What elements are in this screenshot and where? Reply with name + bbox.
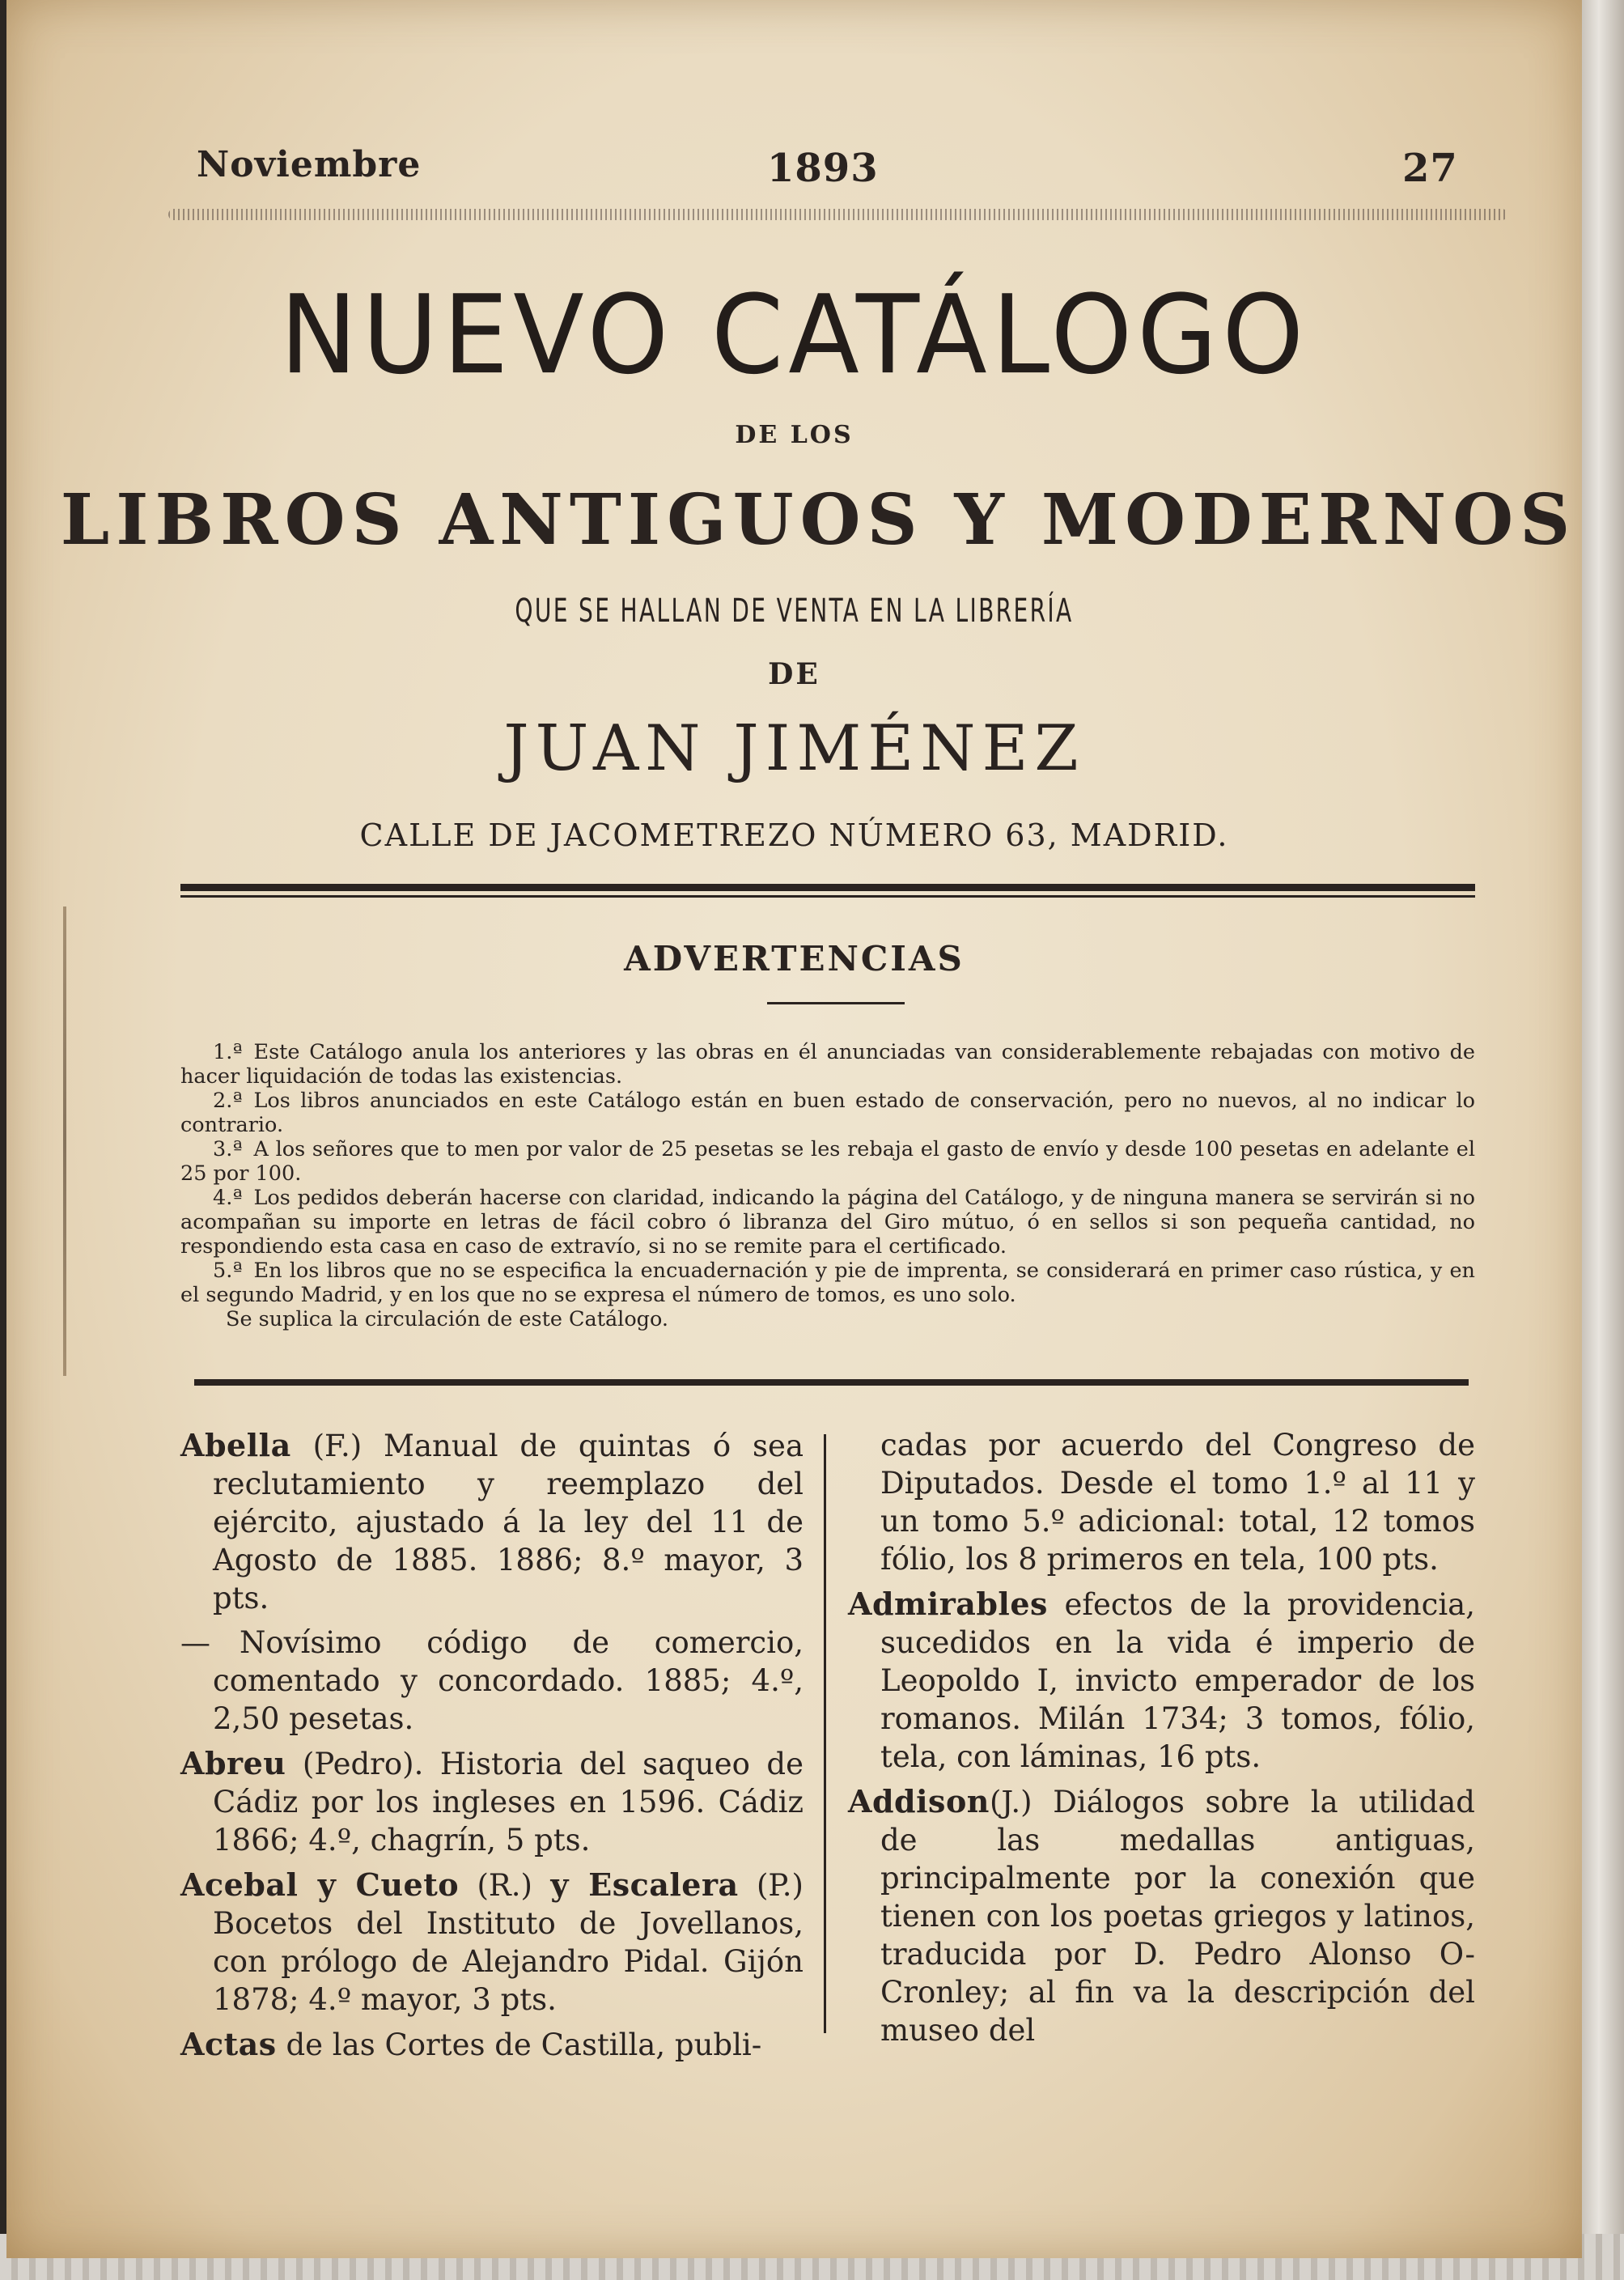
entry-text: (F.) Manual de quintas ó sea reclutamiento y reemplazo del ejército, ajustado á la ley del 11 de Agosto de 1885. 1886; 8.º mayor, 3 pts.: [213, 1429, 804, 1616]
title-libros: LIBROS ANTIGUOS Y MODERNOS: [60, 479, 1577, 561]
entry-text: Novísimo código de comercio, comentado y concordado. 1885; 4.º, 2,50 pesetas.: [213, 1625, 804, 1736]
catalog-column-right: [848, 1426, 1475, 2056]
entry-text: (R.): [459, 1868, 551, 1903]
catalog-entry-continued: cadas por acuerdo del Congreso de Diputados. Desde el tomo 1.º al 11 y un tomo 5.º adicional: total, 12 tomos fólio, los 8 primeros en tela, 100 pts.: [880, 1428, 1475, 1577]
entry-text: de las Cortes de Castilla, publi-: [276, 2027, 762, 2062]
catalog-entry: [180, 1426, 804, 1617]
advertencias-notes: [180, 1040, 1475, 1331]
catalog-rule: [194, 1379, 1469, 1386]
entry-author: Abreu: [180, 1745, 286, 1781]
note-item: [180, 1137, 1475, 1186]
note-item: [180, 1259, 1475, 1307]
title-de: DE: [768, 657, 820, 691]
note-item: [180, 1089, 1475, 1137]
entry-author: Acebal y Cueto: [180, 1866, 460, 1903]
entry-text: efectos de la providencia, sucedidos en la vida é imperio de Leopoldo I, invicto emperador de los romanos. Milán 1734; 3 tomos, fólio, tela, con láminas, 16 pts.: [880, 1587, 1475, 1774]
catalog-entry: [848, 1585, 1475, 1776]
catalog-page: [6, 0, 1582, 2258]
catalog-entry: [180, 1744, 804, 1859]
entry-dash: —: [180, 1625, 210, 1660]
column-divider: [824, 1434, 826, 2033]
note-text: Este Catálogo anula los anteriores y las obras en él anunciadas van considerablemente rebajadas con motivo de hacer liquidación de todas las existencias.: [180, 1040, 1475, 1089]
header-number: 27: [1402, 146, 1458, 191]
entry-author-second: y Escalera: [550, 1866, 739, 1903]
note-text: Los libros anunciados en este Catálogo están en buen estado de conservación, pero no nuevos, al no indicar lo contrario.: [180, 1089, 1475, 1137]
note-number: 5.ª: [213, 1259, 243, 1283]
header-divider: [168, 209, 1507, 220]
background-right: [1582, 0, 1624, 2280]
header-month: Noviembre: [197, 144, 422, 185]
entry-author: Abella: [180, 1427, 291, 1463]
entry-author: Addison: [848, 1783, 990, 1819]
entry-text: (Pedro). Historia del saqueo de Cádiz por los ingleses en 1596. Cádiz 1866; 4.º, chagrín, 5 pts.: [213, 1747, 804, 1858]
catalog-entry: [180, 1624, 804, 1738]
advertencias-underline: [767, 1002, 905, 1004]
owner-name: JUAN JIMÉNEZ: [503, 712, 1085, 785]
note-text: En los libros que no se especifica la encuadernación y pie de imprenta, se considerará en primer caso rústica, y en el segundo Madrid, y en los que no se expresa el número de tomos, es uno solo.: [180, 1259, 1475, 1307]
header-year: 1893: [767, 146, 879, 191]
note-number: 4.ª: [213, 1186, 243, 1210]
note-number: 2.ª: [213, 1089, 243, 1113]
note-item: [180, 1040, 1475, 1089]
catalog-entry: [180, 2025, 804, 2064]
catalog-entry: [848, 1782, 1475, 2049]
note-number: 3.ª: [213, 1137, 243, 1161]
entry-author: Actas: [180, 2026, 277, 2062]
title-que: QUE SE HALLAN DE VENTA EN LA LIBRERÍA: [515, 592, 1074, 630]
section-rule: [180, 884, 1475, 891]
catalog-column-left: [180, 1426, 804, 2070]
note-closing: Se suplica la circulación de este Catálogo.: [226, 1307, 669, 1331]
entry-text: (J.) Diálogos sobre la utilidad de las medallas antiguas, principalmente por la conexión que tienen con los poetas griegos y latinos, traducida por D. Pedro Alonso O-Cronley; al fin va la descripción del museo del: [880, 1785, 1475, 2048]
catalog-entry: [180, 1866, 804, 2019]
note-text: A los señores que to men por valor de 25 pesetas se les rebaja el gasto de envío y desde 100 pesetas en adelante el 25 por 100.: [180, 1137, 1475, 1186]
entry-author: Admirables: [848, 1586, 1048, 1622]
note-text: Los pedidos deberán hacerse con claridad, indicando la página del Catálogo, y de ninguna manera se servirán si no acompañan su importe en letras de fácil cobro ó libranza del Giro mútuo, ó en sellos si son pequeña cantidad, no respondiendo esta casa en caso de extravío, si no se remite para el certificado.: [180, 1186, 1475, 1259]
advertencias-title: ADVERTENCIAS: [624, 939, 965, 979]
section-rule-thin: [180, 895, 1475, 898]
note-number: 1.ª: [213, 1040, 243, 1064]
title-de-los: DE LOS: [735, 421, 854, 449]
owner-address: CALLE DE JACOMETREZO NÚMERO 63, MADRID.: [359, 817, 1229, 853]
entry-text-second: (P.) Bocetos del Instituto de Jovellanos, con prólogo de Alejandro Pidal. Gijón 1878; 4.º mayor, 3 pts.: [213, 1868, 804, 2017]
note-item: [180, 1186, 1475, 1259]
title-main: NUEVO CATÁLOGO: [279, 272, 1309, 399]
